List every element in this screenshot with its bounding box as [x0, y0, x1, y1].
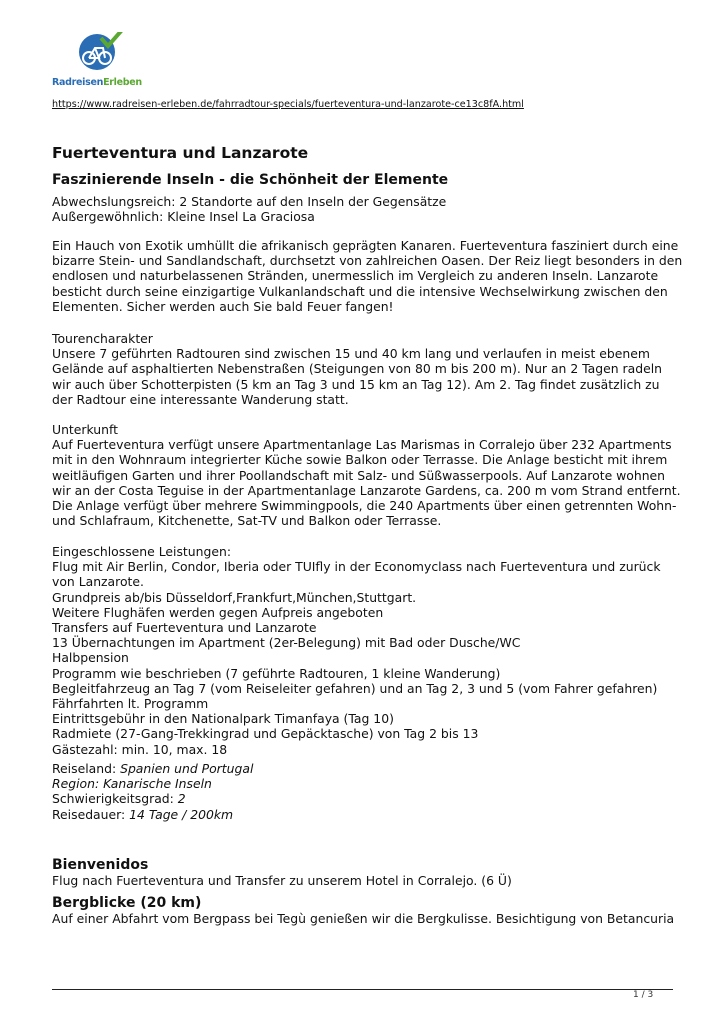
- text-line: endlosen und naturbelassenen Stränden, unermesslich im Vergleich zu anderen Inseln. Lanzarote: [52, 268, 659, 284]
- text-line: Die Anlage verfügt über mehrere Swimmingpools, die 240 Apartments über einen getrennten Wohn-: [52, 498, 677, 514]
- text-line: und Schlafraum, Kitchenette, Sat-TV und Balkon oder Terrasse.: [52, 513, 442, 529]
- day-text: Flug nach Fuerteventura und Transfer zu unserem Hotel in Corralejo. (6 Ü): [52, 873, 512, 888]
- text-line: weitläufigen Garten und ihrer Poollandschaft mit Salz- und Süßwasserpools. Auf Lanzarote wohnen: [52, 467, 666, 483]
- service-item: Gästezahl: min. 10, max. 18: [52, 741, 228, 757]
- brand-logo[interactable]: [52, 32, 142, 92]
- service-item: Halbpension: [52, 650, 129, 666]
- text-line: Auf Fuerteventura verfügt unsere Apartmentanlage Las Marismas in Corralejo über 232 Apartments: [52, 437, 672, 453]
- text-line: wir an der Costa Teguise in der Apartmentanlage Lanzarote Gardens, ca. 200 m vom Strand entfernt.: [52, 482, 681, 498]
- day-title: Bienvenidos: [52, 857, 149, 873]
- text-line: der Radtour eine interessante Wanderung statt.: [52, 391, 349, 407]
- logo-text-part2: Erleben: [103, 77, 142, 88]
- service-item: 13 Übernachtungen im Apartment (2er-Belegung) mit Bad oder Dusche/WC: [52, 635, 521, 651]
- service-item: Grundpreis ab/bis Düsseldorf,Frankfurt,München,Stuttgart.: [52, 589, 417, 605]
- logo-wordmark: [52, 77, 142, 88]
- service-item: Begleitfahrzeug an Tag 7 (vom Reiseleiter gefahren) und an Tag 2, 3 und 5 (vom Fahrer gefahren): [52, 680, 658, 696]
- tour-character-section: [52, 331, 674, 407]
- service-item: Radmiete (27-Gang-Trekkingrad und Gepäcktasche) von Tag 2 bis 13: [52, 726, 479, 742]
- day-text: Auf einer Abfahrt vom Bergpass bei Tegù genießen wir die Bergkulisse. Besichtigung von Betancuria: [52, 911, 675, 926]
- logo-text-part1: Radreisen: [52, 77, 104, 88]
- fact-country: Reiseland: Spanien und Portugal: [52, 761, 254, 776]
- section-heading: Unterkunft: [52, 422, 119, 437]
- trip-facts: [52, 761, 674, 822]
- service-item: Eintrittsgebühr in den Nationalpark Timanfaya (Tag 10): [52, 711, 394, 727]
- section-heading: Eingeschlossene Leistungen:: [52, 544, 231, 559]
- service-item: Fährfahrten lt. Programm: [52, 696, 209, 712]
- fact-duration: Reisedauer: 14 Tage / 200km: [52, 806, 234, 822]
- service-item: von Lanzarote.: [52, 574, 144, 590]
- bicycle-logo-icon: [52, 32, 142, 78]
- included-services-section: [52, 544, 674, 757]
- service-item: Weitere Flughäfen werden gegen Aufpreis angeboten: [52, 604, 384, 620]
- difficulty-value: 2: [177, 791, 186, 807]
- text-line: wir auch über Schotterpisten (5 km an Tag 3 und 15 km an Tag 12). Am 2. Tag findet zusätzlich zu: [52, 376, 660, 392]
- source-url-link[interactable]: https://www.radreisen-erleben.de/fahrradtour-specials/fuerteventura-und-lanzarote-ce13c8fA.html: [52, 99, 524, 110]
- footer-divider: [52, 989, 673, 990]
- page-number: 1 / 3: [633, 990, 654, 1000]
- fact-difficulty: Schwierigkeitsgrad: 2: [52, 791, 186, 807]
- text-line: Elementen. Sicher werden auch Sie bald Feuer fangen!: [52, 298, 394, 314]
- intro-list: [52, 194, 674, 224]
- text-line: Gelände auf asphaltierten Nebenstraßen (Steigungen von 80 m bis 200 m). Nur an 2 Tagen radeln: [52, 361, 663, 377]
- fact-region: Region: Kanarische Inseln: [52, 776, 212, 792]
- intro-line: Abwechslungsreich: 2 Standorte auf den Inseln der Gegensätze: [52, 194, 447, 209]
- text-line: bizarre Stein- und Sandlandschaft, durchsetzt von zahlreichen Oasen. Der Reiz liegt besonders in den: [52, 253, 683, 269]
- section-heading: Tourencharakter: [52, 331, 153, 346]
- text-line: Unsere 7 geführten Radtouren sind zwischen 15 und 40 km lang und verlaufen in meist ebenem: [52, 346, 650, 362]
- accommodation-section: [52, 422, 681, 529]
- description-paragraph: [52, 238, 683, 314]
- duration-value: 14 Tage / 200km: [129, 806, 234, 822]
- service-item: Programm wie beschrieben (7 geführte Radtouren, 1 kleine Wanderung): [52, 665, 501, 681]
- service-item: Flug mit Air Berlin, Condor, Iberia oder TUIfly in der Economyclass nach Fuerteventura und zurück: [52, 559, 661, 575]
- day-2: [52, 895, 674, 926]
- day-title: Bergblicke (20 km): [52, 895, 202, 911]
- service-item: Transfers auf Fuerteventura und Lanzarote: [52, 620, 317, 636]
- day-1: [52, 857, 674, 888]
- page-title: Fuerteventura und Lanzarote: [52, 144, 309, 162]
- text-line: Ein Hauch von Exotik umhüllt die afrikanisch geprägten Kanaren. Fuerteventura fasziniert durch eine: [52, 238, 679, 253]
- page-subtitle: Faszinierende Inseln - die Schönheit der Elemente: [52, 172, 449, 188]
- text-line: mit in den Wohnraum integrierter Küche sowie Balkon oder Terrasse. Die Anlage besticht mit ihrem: [52, 452, 668, 468]
- country-value: Spanien und Portugal: [120, 761, 254, 776]
- text-line: besticht durch seine einzigartige Vulkanlandschaft und die intensive Wechselwirkung zwischen den: [52, 283, 668, 299]
- intro-line: Außergewöhnlich: Kleine Insel La Graciosa: [52, 209, 315, 225]
